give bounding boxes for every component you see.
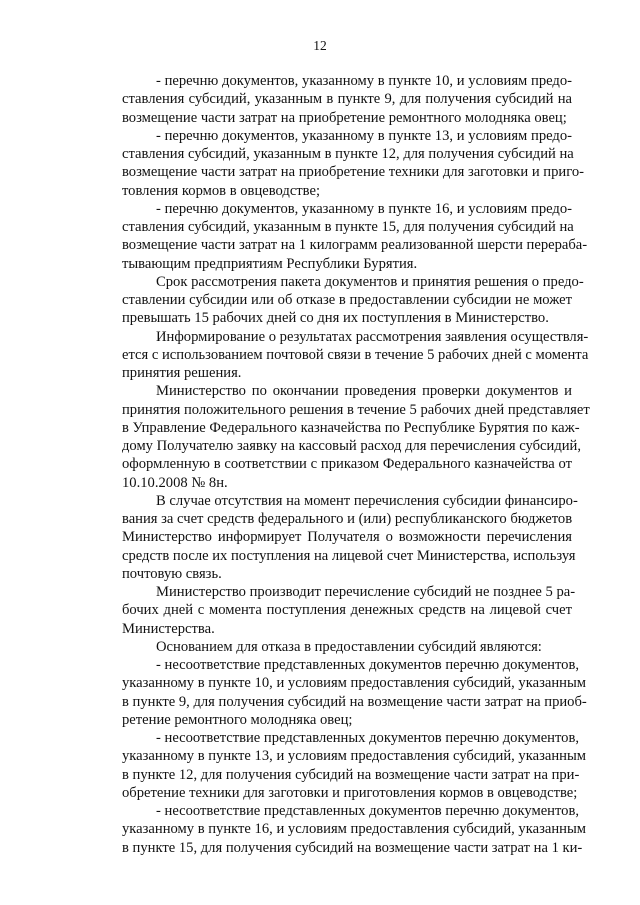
paragraph	[88, 200, 588, 273]
text-line: ставления субсидий, указанным в пункте 12, для получения субсидий на	[122, 146, 574, 162]
text-line: принятия положительного решения в течение 5 рабочих дней представляет	[122, 401, 590, 418]
text-line: дому Получателю заявку на кассовый расход для перечисления субсидий,	[122, 438, 582, 454]
page-number: 12	[313, 38, 327, 53]
text-line: почтовую связь.	[122, 565, 222, 582]
text-line: бочих дней с момента поступления денежных средств на лицевой счет	[122, 602, 572, 619]
text-line: Информирование о результатах рассмотрения заявления осуществля-	[156, 328, 589, 345]
text-line: ставления субсидий, указанным в пункте 9, для получения субсидий на	[122, 91, 572, 108]
text-line: ставлении субсидии или об отказе в предоставлении субсидии не может	[122, 292, 572, 308]
paragraph	[88, 382, 590, 492]
paragraph	[88, 127, 584, 200]
text-line: - несоответствие представленных документов перечню документов,	[156, 803, 579, 819]
paragraph	[88, 656, 587, 729]
paragraph	[88, 638, 572, 656]
text-line: указанному в пункте 13, и условиям предоставления субсидий, указанным	[122, 748, 586, 765]
text-line: ется с использованием почтовой связи в течение 5 рабочих дней с момента	[122, 346, 589, 363]
text-line: 10.10.2008 № 8н.	[122, 474, 228, 491]
text-line: Срок рассмотрения пакета документов и принятия решения о предо-	[156, 273, 584, 290]
text-line: - перечню документов, указанному в пункте 10, и условиям предо-	[156, 73, 572, 89]
text-line: тывающим предприятиям Республики Бурятия.	[122, 255, 418, 272]
text-line: обретение техники для заготовки и приготовления кормов в овцеводстве;	[122, 784, 578, 801]
text-line: Министерство информирует Получателя о возможности перечисления	[122, 529, 572, 546]
text-line: средств после их поступления на лицевой счет Министерства, используя	[122, 547, 576, 564]
text-line: возмещение части затрат на приобретение техники для заготовки и приго-	[122, 164, 584, 181]
paragraph	[88, 492, 578, 583]
text-line: Министерство по окончании проведения проверки документов и	[156, 383, 572, 400]
paragraph	[88, 802, 586, 857]
text-line: Основанием для отказа в предоставлении субсидий являются:	[156, 638, 542, 655]
text-line: оформленную в соответствии с приказом Федерального казначейства от	[122, 456, 572, 473]
text-line: превышать 15 рабочих дней со дня их поступления в Министерство.	[122, 310, 549, 327]
text-line: ретение ремонтного молодняка овец;	[122, 711, 353, 728]
text-line: - несоответствие представленных документов перечню документов,	[156, 730, 579, 746]
text-line: ставления субсидий, указанным в пункте 15, для получения субсидий на	[122, 219, 574, 235]
text-line: - несоответствие представленных документов перечню документов,	[156, 657, 579, 673]
text-line: в пункте 12, для получения субсидий на возмещение части затрат на при-	[122, 766, 580, 783]
text-line: в пункте 9, для получения субсидий на возмещение части затрат на приоб-	[122, 693, 587, 710]
text-line: возмещение части затрат на приобретение ремонтного молодняка овец;	[122, 109, 567, 126]
paragraph	[88, 273, 584, 328]
text-line: В случае отсутствия на момент перечисления субсидии финансиро-	[156, 492, 578, 509]
paragraph	[88, 583, 576, 638]
text-line: указанному в пункте 10, и условиям предоставления субсидий, указанным	[122, 675, 586, 692]
text-line: Министерство производит перечисление субсидий не позднее 5 ра-	[156, 584, 576, 600]
paragraph	[88, 729, 586, 802]
text-line: в пункте 15, для получения субсидий на возмещение части затрат на 1 ки-	[122, 839, 583, 856]
text-line: вания за счет средств федерального и (или) республиканского бюджетов	[122, 511, 573, 527]
paragraph	[88, 328, 589, 383]
paragraph	[88, 72, 572, 127]
text-line: товления кормов в овцеводстве;	[122, 182, 321, 199]
text-line: указанному в пункте 16, и условиям предоставления субсидий, указанным	[122, 821, 586, 838]
text-line: Министерства.	[122, 620, 215, 637]
text-line: возмещение части затрат на 1 килограмм реализованной шерсти перераба-	[122, 237, 588, 254]
text-line: - перечню документов, указанному в пункте 13, и условиям предо-	[156, 127, 572, 144]
text-line: в Управление Федерального казначейства по Республике Бурятия по каж-	[122, 419, 580, 436]
document-body	[88, 72, 590, 857]
text-line: - перечню документов, указанному в пункте 16, и условиям предо-	[156, 200, 572, 217]
text-line: принятия решения.	[122, 365, 242, 381]
